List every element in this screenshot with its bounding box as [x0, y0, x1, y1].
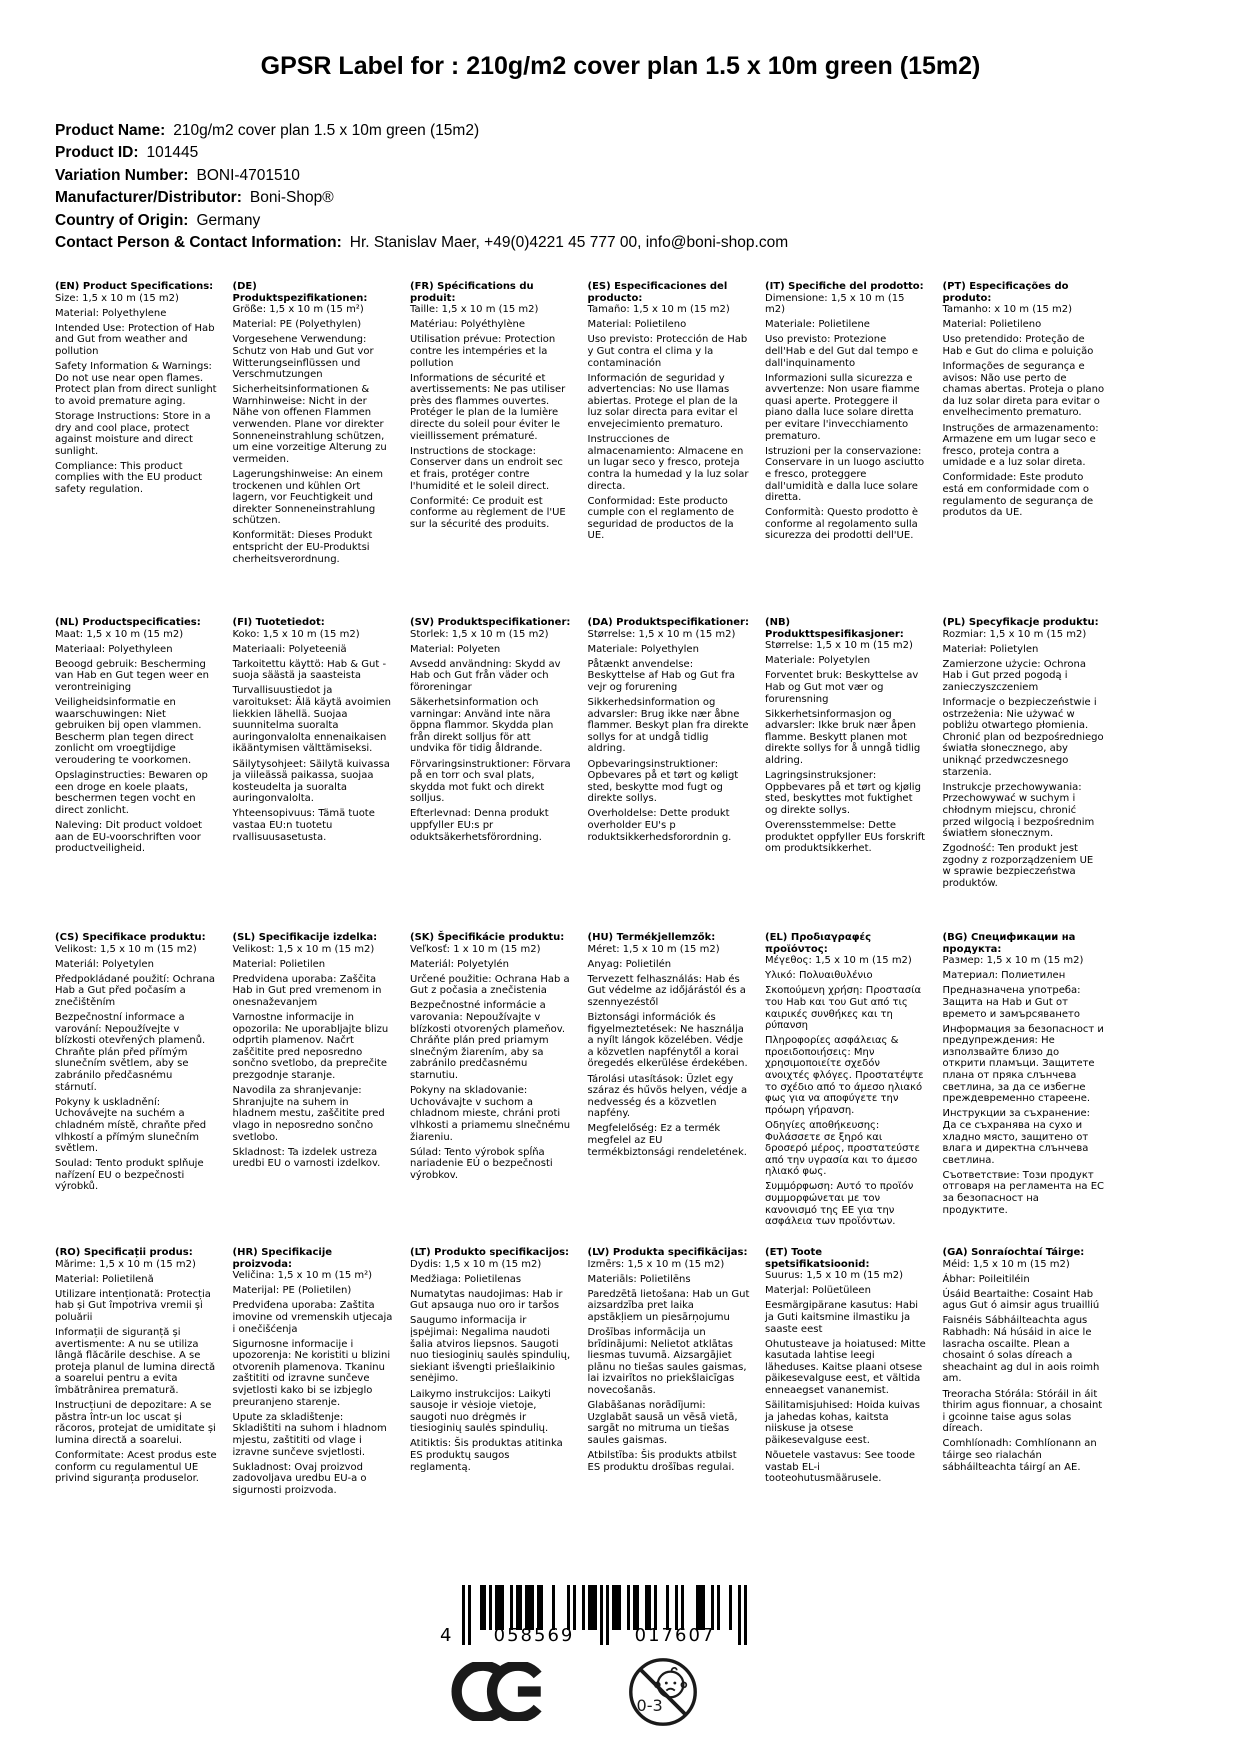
spec-paragraph: Varnostne informacije in opozorila: Ne uporabljajte blizu odprtih plamenov. Načrt zaščitite pred neposredno sončno svetlobo, da preprečite prezgodnje staranje.: [232, 1012, 389, 1082]
spec-paragraph: Upute za skladištenje: Skladištiti na suhom i hladnom mjestu, zaštititi od vlage i izravne sunčeve svjetlosti.: [232, 1411, 387, 1458]
lang-block-cs: [55, 932, 217, 1231]
lang-block-title: (HR) Specifikacije proizvoda:: [232, 1247, 333, 1270]
spec-row-3: [55, 932, 1115, 1231]
spec-paragraph: Atitiktis: Šis produktas atitinka ES produktų saugos reglamentą.: [410, 1438, 563, 1473]
spec-paragraph: Atbilstība: Šis produkts atbilst ES produktu drošības regulai.: [587, 1450, 737, 1473]
product-info-line: [55, 142, 788, 164]
spec-paragraph: Säkerhetsinformation och varningar: Använd inte nära öppna flammor. Skydda plan från direkt solljus för att undvika för tidig åldrande.: [410, 697, 554, 755]
spec-paragraph: Предназначена употреба: Защита на Hab и Gut от времето и замърсяването: [942, 985, 1081, 1020]
lang-block-da: [588, 617, 750, 893]
spec-paragraph: Zamierzone użycie: Ochrona Hab i Gut przed pogodą i zanieczyszczeniem: [942, 658, 1086, 693]
lang-block-title: (DA) Produktspecifikationer:: [587, 617, 749, 628]
spec-paragraph: Bezpečnostní informace a varování: Nepoužívejte v blízkosti otevřených plamenů. Chraňte plán před přímým slunečním světlem, aby se zabránilo předčasnému stárnutí.: [55, 1012, 206, 1093]
spec-paragraph: Uso previsto: Protección de Hab y Gut contra el clima y la contaminación: [587, 334, 748, 369]
spec-paragraph: Treoracha Stórála: Stóráil in áit thirim agus fionnuar, a chosaint i gcoinne taise agus solas díreach.: [942, 1388, 1103, 1435]
spec-paragraph: Υλικό: Πολυαιθυλένιο: [765, 970, 873, 982]
spec-paragraph: Istruzioni per la conservazione: Conservare in un luogo asciutto e fresco, proteggere dall'umidità e dalla luce solare diretta.: [765, 445, 925, 504]
spec-paragraph: Koko: 1,5 x 10 m (15 m2): [232, 628, 360, 640]
spec-paragraph: Naleving: Dit product voldoet aan de EU-voorschriften voor productveiligheid.: [55, 820, 203, 855]
lang-block-hr: [233, 1247, 395, 1500]
spec-paragraph: Úsáid Beartaithe: Cosaint Hab agus Gut ó aimsir agus truailliú: [942, 1288, 1100, 1312]
lang-block-pl: [943, 617, 1105, 893]
spec-paragraph: Informazioni sulla sicurezza e avvertenze: Non usare fiamme quasi aperte. Proteggere il piano dalla luce solare diretta per evitare l'invecchiamento prematuro.: [765, 372, 920, 442]
spec-paragraph: Predvidena uporaba: Zaščita Hab in Gut pred vremenom in onesnaževanjem: [232, 973, 382, 1008]
spec-paragraph: Intended Use: Protection of Hab and Gut from weather and pollution: [55, 322, 215, 357]
spec-paragraph: Veiligheidsinformatie en waarschuwingen: Niet gebruiken bij open vlammen. Bescherm plan tegen direct zonlicht om vroegtijdige veroudering te voorkomen.: [55, 697, 202, 767]
spec-paragraph: Informacje o bezpieczeństwie i ostrzeżenia: Nie używać w pobliżu otwartego płomienia. Chronić plan od bezpośredniego światła słonecznego, aby uniknąć przedwczesnego starzenia.: [942, 697, 1104, 778]
spec-paragraph: Materiál: Polyetylén: [410, 958, 509, 970]
age-warning-0-3-icon: [627, 1656, 699, 1728]
spec-paragraph: Materiale: Polyethylen: [587, 643, 699, 655]
page-title: GPSR Label for : 210g/m2 cover plan 1.5 x 10m green (15m2): [260, 52, 981, 80]
spec-paragraph: Σκοπούμενη χρήση: Προστασία του Hab και του Gut από τις καιρικές συνθήκες και τη ρύπανση: [765, 985, 922, 1032]
spec-paragraph: Storage Instructions: Store in a dry and cool place, protect against moisture and direct sunlight.: [55, 410, 211, 457]
lang-block-title: (SK) Špecifikácie produktu:: [410, 932, 565, 943]
lang-block-de: [233, 281, 395, 569]
spec-paragraph: Rozmiar: 1,5 x 10 m (15 m2): [942, 628, 1087, 640]
spec-paragraph: Materijal: PE (Polietilen): [232, 1285, 352, 1297]
lang-block-title: (ES) Especificaciones del producto:: [587, 281, 728, 304]
product-info-label: Product Name:: [55, 122, 166, 139]
spec-paragraph: Utilisation prévue: Protection contre les intempéries et la pollution: [410, 334, 556, 369]
lang-block-nb: [765, 617, 927, 893]
spec-paragraph: Material: Polietileno: [942, 319, 1042, 331]
spec-paragraph: Izmērs: 1,5 x 10 m (15 m2): [587, 1258, 725, 1270]
product-info-value: Boni-Shop®: [249, 189, 334, 207]
spec-paragraph: Størrelse: 1,5 x 10 m (15 m2): [587, 628, 736, 640]
spec-paragraph: Paredzētā lietošana: Hab un Gut aizsardzība pret laika apstākļiem un piesārņojumu: [587, 1288, 750, 1323]
product-info-value: Hr. Stanislav Maer, +49(0)4221 45 777 00, info@boni-shop.com: [349, 234, 789, 252]
lang-block-title: (EL) Προδιαγραφές προϊόντος:: [765, 932, 872, 955]
spec-paragraph: Pokyny k uskladnění: Uchovávejte na suchém a chladném místě, chraňte před vlhkostí a přímým slunečním světlem.: [55, 1096, 207, 1155]
spec-paragraph: Saugumo informacija ir įspėjimai: Negalima naudoti šalia atviros liepsnos. Saugoti nuo tiesioginių saulės spindulių, siekiant išvengti priešlaikinio senėjimo.: [410, 1315, 571, 1385]
spec-paragraph: Overholdelse: Dette produkt overholder EU's p roduktsikkerhedsforordnin g.: [587, 808, 732, 843]
spec-paragraph: Ábhar: Poileitiléin: [942, 1273, 1030, 1285]
lang-block-title: (LV) Produkta specifikācijas:: [587, 1247, 748, 1258]
spec-paragraph: Lagerungshinweise: An einem trockenen und kühlen Ort lagern, vor Feuchtigkeit und direkter Sonneneinstrahlung schützen.: [232, 468, 384, 527]
spec-paragraph: Material: Polietilenă: [55, 1273, 154, 1285]
lang-block-fi: [233, 617, 395, 893]
spec-paragraph: Méid: 1,5 x 10 m (15 m2): [942, 1258, 1070, 1270]
spec-paragraph: Materiał: Polietylen: [942, 643, 1039, 655]
lang-block-title: (LT) Produkto specifikacijos:: [410, 1247, 570, 1258]
spec-paragraph: Conformitate: Acest produs este conform cu regulamentul UE privind siguranța produselor.: [55, 1450, 217, 1485]
spec-paragraph: Yhteensopivuus: Tämä tuote vastaa EU:n tuotetu rvallisuusasetusta.: [232, 808, 375, 843]
lang-block-title: (NL) Productspecificaties:: [55, 617, 201, 628]
lang-block-title: (HU) Termékjellemzők:: [587, 932, 716, 943]
spec-paragraph: Overensstemmelse: Dette produktet oppfyller EUs forskrift om produktsikkerhet.: [765, 820, 926, 855]
spec-paragraph: Informații de siguranță și avertismente: A nu se utiliza lângă flăcările deschise. A se proteja planul de lumina directă a soarelui pentru a evita îmbătrânirea prematură.: [55, 1327, 216, 1397]
lang-block-title: (GA) Sonraíochtaí Táirge:: [942, 1247, 1085, 1258]
spec-paragraph: Nõuetele vastavus: See toode vastab EL-i tooteohutusmäärusele.: [765, 1450, 916, 1485]
lang-block-bg: [943, 932, 1105, 1231]
lang-block-hu: [588, 932, 750, 1231]
spec-paragraph: Säilytysohjeet: Säilytä kuivassa ja viileässä paikassa, suojaa kosteudelta ja suoralta auringonvalolta.: [232, 758, 390, 805]
spec-paragraph: Sigurnosne informacije i upozorenja: Ne koristiti u blizini otvorenih plamenova. Tkaninu zaštititi od izravne sunčeve svjetlosti kako bi se izbjeglo preuranjeno starenje.: [232, 1338, 391, 1408]
spec-paragraph: Veľkosť: 1 x 10 m (15 m2): [410, 943, 541, 955]
lang-block-title: (SV) Produktspecifikationer:: [410, 617, 571, 628]
lang-block-title: (ET) Toote spetsifikatsioonid:: [765, 1247, 870, 1270]
lang-block-el: [765, 932, 927, 1231]
spec-paragraph: Tárolási utasítások: Üzlet egy száraz és hűvös helyen, védje a nedvesség és a közvetlen napfény.: [587, 1073, 748, 1120]
lang-block-title: (PL) Specyfikacje produktu:: [942, 617, 1099, 628]
spec-paragraph: Размер: 1,5 x 10 m (15 m2): [942, 955, 1084, 967]
spec-paragraph: Dydis: 1,5 x 10 m (15 m2): [410, 1258, 542, 1270]
lang-block-title: (DE) Produktspezifikationen:: [232, 281, 368, 304]
spec-paragraph: Turvallisuustiedot ja varoitukset: Älä käytä avoimien liekkien lähellä. Suojaa suunnitelma suoralta auringonvalolta ennenaikaisen ikääntymisen välttämiseksi.: [232, 685, 391, 755]
age-warning-label: 0-3: [636, 1695, 663, 1715]
product-info-line: [55, 210, 788, 232]
spec-paragraph: Size: 1,5 x 10 m (15 m2): [55, 292, 179, 304]
spec-paragraph: Súlad: Tento výrobok spĺňa nariadenie EÚ o bezpečnosti výrobkov.: [410, 1146, 553, 1181]
spec-paragraph: Predviđena uporaba: Zaštita imovine od vremenskih utjecaja i onečišćenja: [232, 1300, 393, 1335]
spec-paragraph: Material: Polietileno: [587, 319, 687, 331]
spec-paragraph: Material: PE (Polyethylen): [232, 319, 362, 331]
spec-paragraph: Sikkerhedsinformation og advarsler: Brug ikke nær åbne flammer. Beskyt plan fra direkte sollys for at undgå tidlig aldring.: [587, 697, 749, 755]
lang-block-title: (BG) Спецификации на продукта:: [942, 932, 1076, 955]
spec-paragraph: Ohutusteave ja hoiatused: Mitte kasutada lahtise leegi läheduses. Kaitse plaani otsese päikesevalguse eest, et vältida enneaegset vananemist.: [765, 1338, 926, 1397]
lang-block-ga: [943, 1247, 1105, 1500]
spec-paragraph: Pokyny na skladovanie: Uchovávajte v suchom a chladnom mieste, chráni proti vlhkosti a priamemu slnečnému žiareniu.: [410, 1085, 571, 1143]
lang-block-sl: [233, 932, 395, 1231]
product-info-value: 210g/m2 cover plan 1.5 x 10m green (15m2): [173, 122, 480, 139]
footer: [0, 1580, 1241, 1754]
product-info-label: Product ID:: [55, 144, 139, 162]
spec-paragraph: Matériau: Polyéthylène: [410, 319, 525, 331]
spec-paragraph: Οδηγίες αποθήκευσης: Φυλάσσετε σε ξηρό και δροσερό μέρος, προστατεύστε από την υγρασία και το άμεσο ηλιακό φως.: [765, 1119, 920, 1178]
lang-block-title: (RO) Specificații produs:: [55, 1247, 193, 1258]
spec-paragraph: Eesmärgipärane kasutus: Habi ja Guti kaitsmine ilmastiku ja saaste eest: [765, 1300, 919, 1335]
spec-paragraph: Utilizare intenționată: Protecția hab și Gut împotriva vremii și poluării: [55, 1288, 211, 1323]
spec-paragraph: Material: Polyeten: [410, 643, 501, 655]
spec-paragraph: Materiale: Polietilene: [765, 319, 870, 331]
lang-block-lt: [410, 1247, 572, 1500]
spec-paragraph: Tamanho: x 10 m (15 m2): [942, 304, 1073, 316]
spec-paragraph: Lagringsinstruksjoner: Oppbevares på et tørt og kjølig sted, beskyttes mot fuktighet og direkte sollys.: [765, 770, 921, 816]
lang-block-en: [55, 281, 217, 569]
spec-paragraph: Instrucciones de almacenamiento: Almacene en un lugar seco y fresco, proteja contra la humedad y la luz solar directa.: [587, 434, 749, 492]
spec-paragraph: Säilitamisjuhised: Hoida kuivas ja jahedas kohas, kaitsta niiskuse ja otsese päikesevalguse eest.: [765, 1400, 921, 1446]
spec-paragraph: Съответствие: Този продукт отговаря на регламента на ЕС за безопасност на продуктите.: [942, 1169, 1105, 1216]
lang-block-title: (IT) Specifiche del prodotto:: [765, 281, 924, 292]
spec-paragraph: Instrukcje przechowywania: Przechowywać w suchym i chłodnym miejscu, chronić przed wilgocią i bezpośrednim światłem słonecznym.: [942, 781, 1095, 840]
lang-block-title: (SL) Specifikacije izdelka:: [232, 932, 378, 943]
spec-paragraph: Materiál: Polyetylen: [55, 958, 154, 970]
spec-paragraph: Opslaginstructies: Bewaren op een droge en koele plaats, beschermen tegen vocht en direct zonlicht.: [55, 770, 208, 816]
spec-paragraph: Sicherheitsinformationen & Warnhinweise: Nicht in der Nähe von offenen Flammen verwenden. Plane vor direkter Sonneneinstrahlung schützen, um eine vorzeitige Alterung zu vermeiden.: [232, 384, 387, 465]
spec-paragraph: Méret: 1,5 x 10 m (15 m2): [587, 943, 720, 955]
lang-block-title: (CS) Specifikace produktu:: [55, 932, 206, 943]
spec-paragraph: Πληροφορίες ασφάλειας & προειδοποιήσεις: Μην χρησιμοποιείτε σχεδόν ανοιχτές φλόγες. Προστατέψτε το σχέδιο από το άμεσο ηλιακό φως για να αποφύγετε την πρόωρη γήρανση.: [765, 1035, 924, 1116]
lang-block-pt: [943, 281, 1105, 569]
spec-paragraph: Tamaño: 1,5 x 10 m (15 m2): [587, 304, 730, 316]
spec-paragraph: Forventet bruk: Beskyttelse av Hab og Gut mot vær og forurensning: [765, 670, 919, 705]
spec-paragraph: Materiāls: Polietilēns: [587, 1273, 691, 1285]
spec-paragraph: Skladnost: Ta izdelek ustreza uredbi EU o varnosti izdelkov.: [232, 1146, 381, 1170]
product-info-label: Country of Origin:: [55, 211, 189, 229]
product-info-value: Germany: [196, 211, 261, 229]
spec-paragraph: Předpokládané použití: Ochrana Hab a Gut před počasím a znečištěním: [55, 973, 216, 1008]
spec-paragraph: Conformidad: Este producto cumple con el reglamento de seguridad de productos de la UE.: [587, 495, 735, 542]
spec-paragraph: Biztonsági információk és figyelmeztetések: Ne használja a nyílt lángok közelében. Védje a közvetlen napfénytől a korai öregedés elkerülése érdekében.: [587, 1012, 748, 1070]
spec-paragraph: Conformidade: Este produto está em conformidade com o regulamento de segurança de produtos da UE.: [942, 472, 1094, 519]
barcode-left-digits: 058569: [493, 1625, 575, 1646]
spec-row-1: [55, 281, 1115, 569]
spec-paragraph: Comhlíonadh: Comhlíonann an táirge seo rialachán sábháilteachta táirgí an AE.: [942, 1438, 1097, 1473]
spec-row-2: [55, 617, 1115, 893]
spec-paragraph: Numatytas naudojimas: Hab ir Gut apsauga nuo oro ir taršos: [410, 1288, 563, 1312]
spec-paragraph: Medžiaga: Polietilenas: [410, 1273, 522, 1285]
spec-paragraph: Uso previsto: Protezione dell'Hab e del Gut dal tempo e dall'inquinamento: [765, 334, 918, 369]
lang-block-sv: [410, 617, 572, 893]
spec-paragraph: Informações de segurança e avisos: Não use perto de chamas abertas. Proteja o plano da luz solar direta para evitar o envelhecimento prematuro.: [942, 361, 1105, 419]
lang-block-title: (EN) Product Specifications:: [55, 281, 214, 292]
spec-paragraph: Zgodność: Ten produkt jest zgodny z rozporządzeniem UE w sprawie bezpieczeństwa produktów.: [942, 843, 1094, 889]
spec-paragraph: Safety Information & Warnings: Do not use near open flames. Protect plan from direct sunlight to avoid premature aging.: [55, 361, 217, 407]
spec-paragraph: Størrelse: 1,5 x 10 m (15 m2): [765, 640, 913, 652]
lang-block-et: [765, 1247, 927, 1500]
spec-paragraph: Faisnéis Sábháilteachta agus Rabhadh: Ná húsáid in aice le lasracha oscailte. Plean a chosaint ó solas díreach a sheachaint ag dul in aois roimh am.: [942, 1315, 1100, 1385]
spec-paragraph: Materiaal: Polyethyleen: [55, 643, 173, 655]
spec-paragraph: Opbevaringsinstruktioner: Opbevares på et tørt og køligt sted, beskytte mod fugt og direkte sollys.: [587, 758, 739, 805]
spec-paragraph: Storlek: 1,5 x 10 m (15 m2): [410, 628, 549, 640]
spec-paragraph: Bezpečnostné informácie a varovania: Nepoužívajte v blízkosti otvorených plameňov. Chráňte plán pred priamym slnečným žiarením, aby sa zabránilo predčasnému starnutiu.: [410, 1000, 566, 1082]
spec-paragraph: Laikymo instrukcijos: Laikyti sausoje ir vėsioje vietoje, saugoti nuo drėgmės ir tiesioginių saulės spindulių.: [410, 1388, 551, 1435]
lang-block-it: [765, 281, 927, 569]
spec-paragraph: Navodila za shranjevanje: Shranjujte na suhem in hladnem mestu, zaščitite pred vlago in neposredno sončno svetlobo.: [232, 1085, 385, 1143]
spec-paragraph: Velikost: 1,5 x 10 m (15 m2): [232, 943, 375, 955]
product-info: [55, 120, 788, 254]
baby-face-icon: [658, 1672, 684, 1698]
spec-paragraph: Efterlevnad: Denna produkt uppfyller EU:s pr oduktsäkerhetsförordning.: [410, 808, 549, 843]
lang-block-fr: [410, 281, 572, 569]
spec-paragraph: Instruções de armazenamento: Armazene em um lugar seco e fresco, proteja contra a umidade e a luz solar direta.: [942, 422, 1099, 469]
spec-paragraph: Konformität: Dieses Produkt entspricht der EU-Produktsi cherheitsverordnung.: [232, 530, 373, 565]
spec-paragraph: Μέγεθος: 1,5 x 10 m (15 m2): [765, 955, 912, 967]
spec-paragraph: Información de seguridad y advertencias: No use llamas abiertas. Protege el plan de la luz solar directa para evitar el envejecimiento prematuro.: [587, 372, 738, 431]
lang-block-title: (FI) Tuotetiedot:: [232, 617, 325, 628]
spec-paragraph: Material: Polyethylene: [55, 307, 167, 319]
spec-paragraph: Taille: 1,5 x 10 m (15 m2): [410, 304, 539, 316]
ean13-barcode: [440, 1585, 752, 1651]
spec-paragraph: Avsedd användning: Skydd av Hab och Gut från väder och föroreningar: [410, 658, 561, 693]
spec-row-4: [55, 1247, 1115, 1500]
spec-paragraph: Vorgesehene Verwendung: Schutz von Hab und Gut vor Witterungseinflüssen und Verschmutzungen: [232, 334, 374, 381]
spec-paragraph: Sikkerhetsinformasjon og advarsler: Ikke bruk nær åpen flamme. Beskytt planen mot direkte sollys for å unngå tidlig aldring.: [765, 708, 921, 767]
spec-paragraph: Určené použitie: Ochrana Hab a Gut z počasia a znečistenia: [410, 973, 570, 997]
spec-paragraph: Material: Polietilen: [232, 958, 326, 970]
spec-paragraph: Instructions de stockage: Conserver dans un endroit sec et frais, protéger contre l'humidité et le soleil direct.: [410, 445, 563, 492]
product-info-line: [55, 165, 788, 187]
product-info-line: [55, 187, 788, 209]
lang-block-title: (NB) Produkttspesifikasjoner:: [765, 617, 904, 640]
lang-block-es: [588, 281, 750, 569]
ce-mark-icon: [450, 1662, 543, 1721]
spec-paragraph: Megfelelőség: Ez a termék megfelel az EU termékbiztonsági rendeletének.: [587, 1123, 747, 1158]
product-info-label: Contact Person & Contact Information:: [55, 234, 342, 252]
spec-paragraph: Dimensione: 1,5 x 10 m (15 m2): [765, 292, 905, 316]
spec-paragraph: Glabāšanas norādījumi: Uzglabāt sausā un vēsā vietā, sargāt no mitruma un tiešas saules gaismas.: [587, 1400, 738, 1446]
spec-paragraph: Mărime: 1,5 x 10 m (15 m2): [55, 1258, 196, 1270]
lang-block-title: (PT) Especificações do produto:: [942, 281, 1069, 304]
spec-paragraph: Instrucțiuni de depozitare: A se păstra într-un loc uscat și răcoros, protejat de umiditate și lumina directă a soarelui.: [55, 1400, 216, 1446]
spec-paragraph: Materiale: Polyetylen: [765, 655, 871, 667]
spec-paragraph: Maat: 1,5 x 10 m (15 m2): [55, 628, 184, 640]
spec-paragraph: Beoogd gebruik: Bescherming van Hab en Gut tegen weer en verontreiniging: [55, 658, 209, 693]
spec-paragraph: Συμμόρφωση: Αυτό το προϊόν συμμορφώνεται με τον κανονισμό της ΕΕ για την ασφάλεια των προϊόντων.: [765, 1181, 914, 1228]
lang-block-title: (FR) Spécifications du produit:: [410, 281, 534, 304]
spec-paragraph: Soulad: Tento produkt splňuje nařízení EU o bezpečnosti výrobků.: [55, 1158, 204, 1193]
spec-paragraph: Påtænkt anvendelse: Beskyttelse af Hab og Gut fra vejr og forurening: [587, 658, 735, 693]
spec-paragraph: Suurus: 1,5 x 10 m (15 m2): [765, 1270, 904, 1282]
lang-block-ro: [55, 1247, 217, 1500]
spec-paragraph: Anyag: Polietilén: [587, 958, 672, 970]
barcode-first-digit: 4: [440, 1625, 452, 1646]
spec-paragraph: Materiaali: Polyeteeniä: [232, 643, 347, 655]
spec-paragraph: Größe: 1,5 x 10 m (15 m²): [232, 304, 364, 316]
spec-paragraph: Compliance: This product complies with the EU product safety regulation.: [55, 460, 203, 495]
product-info-value: BONI-4701510: [196, 166, 300, 184]
spec-paragraph: Drošības informācija un brīdinājumi: Nelietot atklātas liesmas tuvumā. Aizsargājiet plānu no tiešas saules gaismas, lai izvairītos no priekšlaicīgas novecošanās.: [587, 1327, 747, 1397]
lang-block-lv: [588, 1247, 750, 1500]
spec-paragraph: Sukladnost: Ovaj proizvod zadovoljava uredbu EU-a o sigurnosti proizvoda.: [232, 1461, 367, 1496]
product-info-line: [55, 232, 788, 254]
lang-block-sk: [410, 932, 572, 1231]
spec-paragraph: Materjal: Polüetüleen: [765, 1285, 871, 1297]
spec-paragraph: Uso pretendido: Proteção de Hab e Gut do clima e poluição: [942, 334, 1094, 357]
product-info-label: Variation Number:: [55, 166, 189, 184]
spec-paragraph: Velikost: 1,5 x 10 m (15 m2): [55, 943, 197, 955]
spec-paragraph: Informations de sécurité et avertissements: Ne pas utiliser près des flammes ouvertes. Protéger le plan de la lumière directe du soleil pour éviter le vieillissement prématuré.: [410, 372, 566, 442]
spec-paragraph: Tervezett felhasználás: Hab és Gut védelme az időjárástól és a szennyezéstől: [587, 973, 746, 1008]
spec-paragraph: Tarkoitettu käyttö: Hab & Gut -suoja säästä ja saasteista: [232, 658, 387, 682]
spec-paragraph: Инструкции за съхранение: Да се съхранява на сухо и хладно място, защитено от влага и директна слънчева светлина.: [942, 1108, 1090, 1166]
product-info-label: Manufacturer/Distributor:: [55, 189, 242, 207]
lang-block-nl: [55, 617, 217, 893]
product-info-value: 101445: [146, 144, 199, 162]
spec-paragraph: Förvaringsinstruktioner: Förvara på en torr och sval plats, skydda mot fukt och direkt solljus.: [410, 758, 571, 805]
barcode-right-digits: 017607: [634, 1625, 716, 1646]
spec-paragraph: Материал: Полиетилен: [942, 970, 1066, 982]
spec-paragraph: Информация за безопасност и предупреждения: Не използвайте близо до открити пламъци. Защитете плана от пряка слънчева светлина, за да се избегне преждевременно стареене.: [942, 1023, 1104, 1105]
spec-paragraph: Conformité: Ce produit est conforme au règlement de l'UE sur la sécurité des produits.: [410, 495, 566, 530]
spec-paragraph: Conformità: Questo prodotto è conforme al regolamento sulla sicurezza dei prodotti dell'UE.: [765, 507, 919, 542]
product-info-line: [55, 120, 788, 142]
spec-paragraph: Veličina: 1,5 x 10 m (15 m²): [232, 1270, 373, 1282]
